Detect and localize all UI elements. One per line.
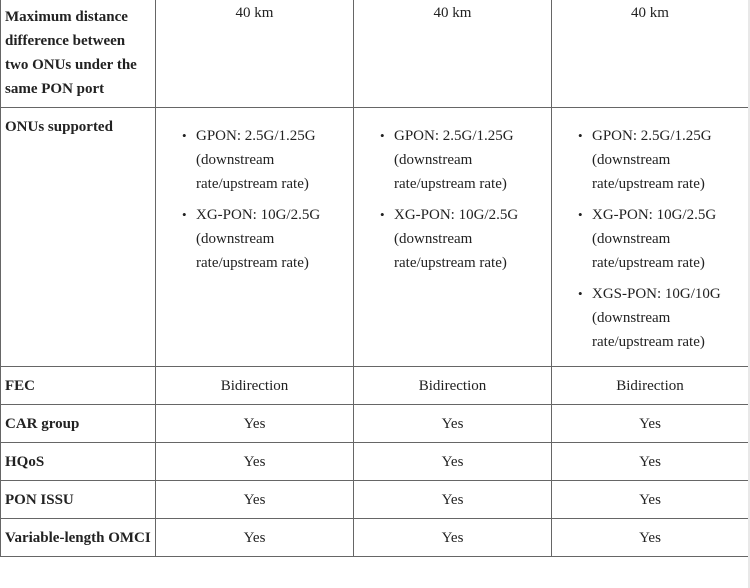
list-item [182,203,345,275]
table-row [1,481,749,519]
bullet-icon: • [182,207,187,222]
list-item [380,124,543,196]
row-label: PON ISSU [1,481,156,519]
table-cell [156,108,354,367]
list-item-text: XG-PON: 10G/2.5G (downstream rate/upstream rate) [592,207,717,271]
list-item-text: XG-PON: 10G/2.5G (downstream rate/upstream rate) [394,207,519,271]
table-cell [354,108,552,367]
bullet-list [562,124,740,354]
row-label: Maximum distance difference between two ONUs under the same PON port [1,0,156,108]
list-item-text: GPON: 2.5G/1.25G (downstream rate/upstream rate) [196,128,316,192]
table-cell: Yes [552,405,749,443]
list-item [578,203,740,275]
table-cell: Yes [354,405,552,443]
row-label: ONUs supported [1,108,156,367]
bullet-icon: • [578,207,583,222]
bullet-icon: • [182,128,187,143]
table-cell [552,108,749,367]
table-cell: Yes [552,519,749,557]
table-cell: Bidirection [156,367,354,405]
table-row [1,367,749,405]
table-cell: 40 km [156,0,354,108]
table-cell: Yes [354,443,552,481]
list-item [578,282,740,354]
list-item-text: XG-PON: 10G/2.5G (downstream rate/upstream rate) [196,207,321,271]
bullet-icon: • [380,128,385,143]
list-item [182,124,345,196]
table-cell: Bidirection [354,367,552,405]
bullet-icon: • [578,128,583,143]
table-cell: Yes [156,443,354,481]
bullet-icon: • [380,207,385,222]
table-cell: Yes [552,481,749,519]
table-cell: Yes [156,481,354,519]
table-cell: Bidirection [552,367,749,405]
table-row [1,443,749,481]
list-item [380,203,543,275]
row-label: HQoS [1,443,156,481]
bullet-icon: • [578,286,583,301]
table-cell: Yes [354,481,552,519]
list-item-text: XGS-PON: 10G/10G (downstream rate/upstream rate) [592,286,721,350]
table-cell: 40 km [354,0,552,108]
table-row [1,108,749,367]
row-label: Variable-length OMCI [1,519,156,557]
list-item-text: GPON: 2.5G/1.25G (downstream rate/upstream rate) [394,128,514,192]
list-item-text: GPON: 2.5G/1.25G (downstream rate/upstream rate) [592,128,712,192]
table-cell: Yes [552,443,749,481]
table-cell: 40 km [552,0,749,108]
row-label: FEC [1,367,156,405]
table-cell: Yes [354,519,552,557]
row-label: CAR group [1,405,156,443]
table-row [1,0,749,108]
table-row [1,405,749,443]
table-cell: Yes [156,519,354,557]
table-row [1,519,749,557]
bullet-list [166,124,345,275]
bullet-list [364,124,543,275]
list-item [578,124,740,196]
table-cell: Yes [156,405,354,443]
